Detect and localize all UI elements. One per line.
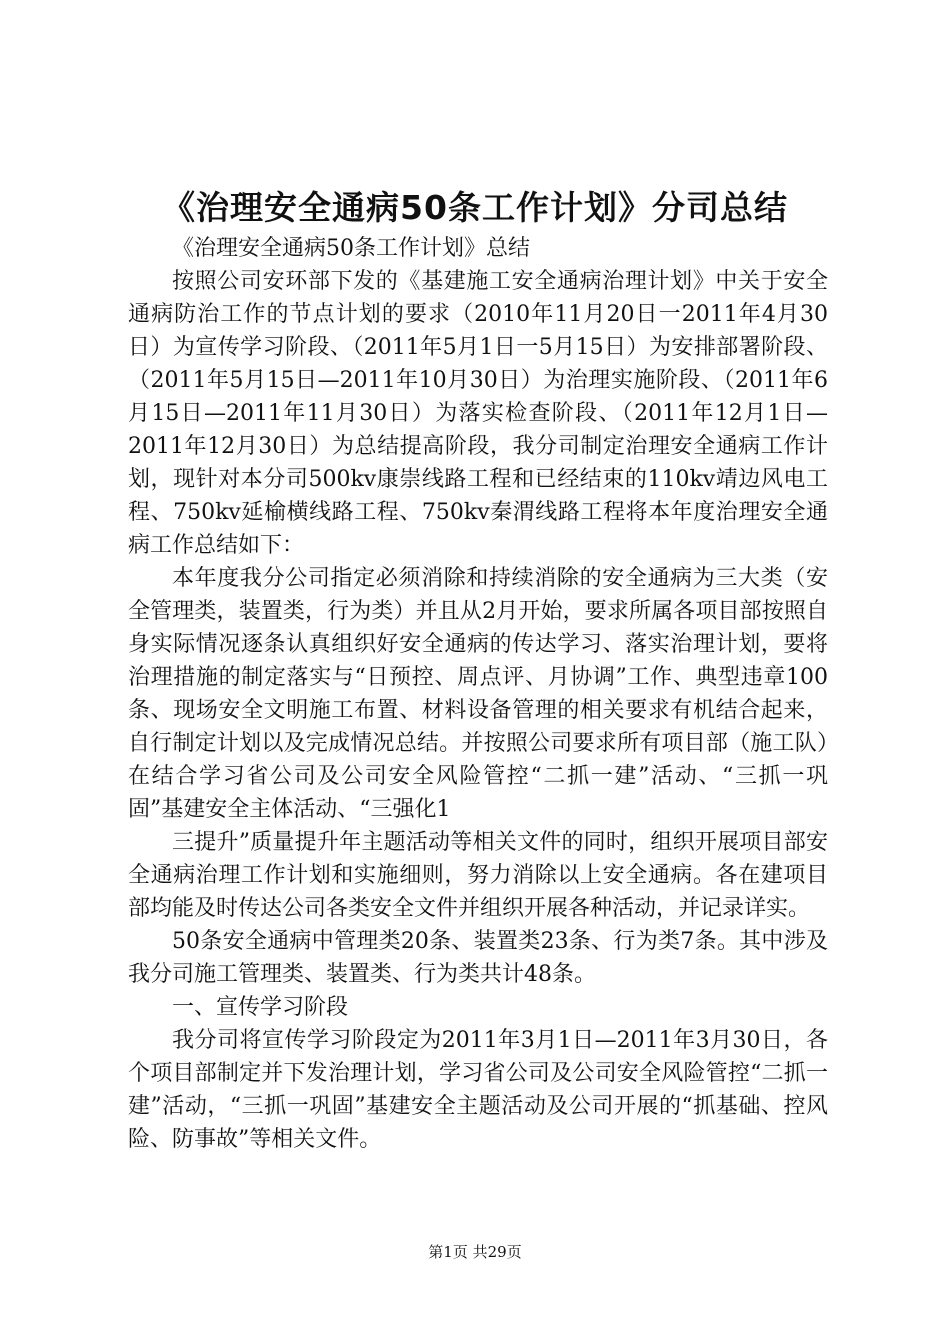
paragraph-intro: 按照公司安环部下发的《基建施工安全通病治理计划》中关于安全通病防治工作的节点计划的要求（2010年11月20日一2011年4月30日）为宣传学习阶段、（2011年5月1日一5月15日）为安排部署阶段、（2011年5月15日—2011年10月30日）为治理实施阶段、（2011年6月15日—2011年11月30日）为落实检查阶段、（2011年12月1日—2011年12月30日）为总结提高阶段，我分司制定治理安全通病工作计划，现针对本分司500kv康崇线路工程和已经结束的110kv靖边风电工程、750kv延榆横线路工程、750kv秦渭线路工程将本年度治理安全通病工作总结如下： bbox=[128, 269, 828, 558]
section-heading-publicity: 一、宣传学习阶段 bbox=[172, 995, 349, 1020]
document-body bbox=[128, 232, 828, 1156]
document-title: 《治理安全通病50条工作计划》分司总结 bbox=[162, 188, 788, 227]
paragraph-publicity-stage: 我分司将宣传学习阶段定为2011年3月1日—2011年3月30日，各个项目部制定并下发治理计划，学习省公司及公司安全风险管控“二抓一建”活动，“三抓一巩固”基建安全主题活动及公司开展的“抓基础、控风险、防事故”等相关文件。 bbox=[128, 1028, 828, 1152]
paragraph-implementation: 三提升”质量提升年主题活动等相关文件的同时，组织开展项目部安全通病治理工作计划和实施细则，努力消除以上安全通病。各在建项目部均能及时传达公司各类安全文件并组织开展各种活动，并记录详实。 bbox=[128, 830, 828, 921]
paragraph-subtitle: 《治理安全通病50条工作计划》总结 bbox=[172, 236, 530, 261]
paragraph-annual-requirements: 本年度我分公司指定必须消除和持续消除的安全通病为三大类（安全管理类，装置类，行为类）并且从2月开始，要求所属各项目部按照自身实际情况逐条认真组织好安全通病的传达学习、落实治理计划，要将治理措施的制定落实与“日预控、周点评、月协调”工作、典型违章100条、现场安全文明施工布置、材料设备管理的相关要求有机结合起来，自行制定计划以及完成情况总结。并按照公司要求所有项目部（施工队）在结合学习省公司及公司安全风险管控“二抓一建”活动、“三抓一巩固”基建安全主体活动、“三强化1 bbox=[128, 566, 828, 822]
page-footer: 第1页 共29页 bbox=[428, 1243, 522, 1261]
paragraph-statistics: 50条安全通病中管理类20条、装置类23条、行为类7条。其中涉及我分司施工管理类、装置类、行为类共计48条。 bbox=[128, 929, 828, 987]
